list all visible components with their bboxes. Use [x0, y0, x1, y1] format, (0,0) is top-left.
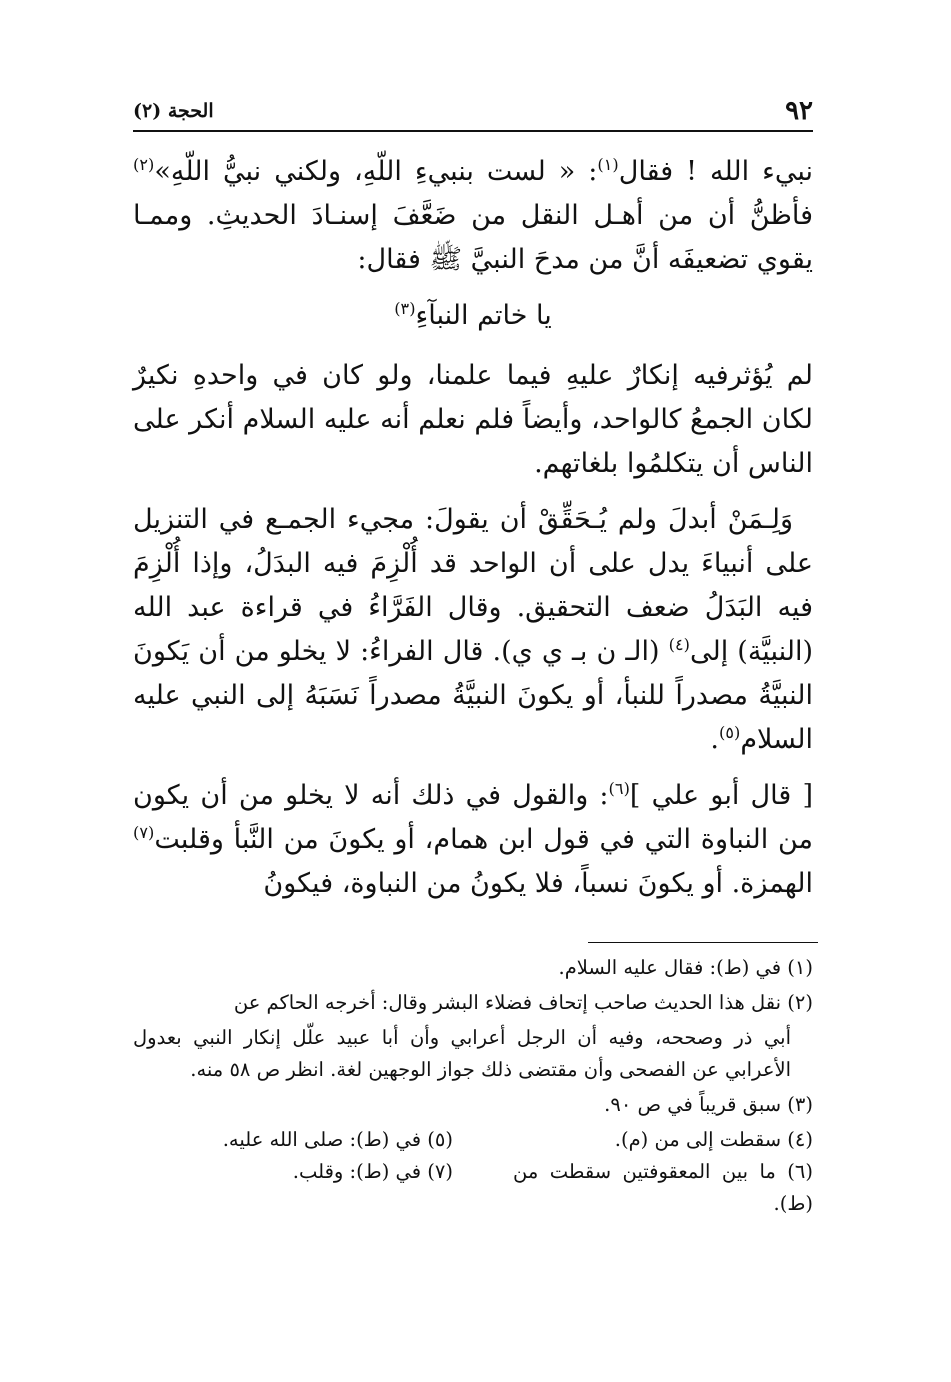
verse-line [133, 294, 813, 338]
footnote-row-4-5 [133, 1124, 813, 1156]
verse-text: يا خاتم النبآءِ [415, 300, 552, 331]
footnote-ref-3: (٣) [394, 299, 416, 318]
footnote-ref-2: (٢) [133, 155, 155, 174]
main-text [133, 150, 813, 918]
paragraph-3-part-a: وَلِـمَنْ أبدلَ ولم يُـحَقِّقْ أن يقولَ: مجيء الجمـع في التنزيل على أنبياءَ يدل على أن الواحد قد أُلْزِمَ فيه البدَلُ، وإذا أُلْزِمَ فيه البَدَلُ ضعف التحقيق. وقال الفَرَّاءُ في قراءة عبد الله (النبيَّة) إلى [133, 504, 814, 667]
running-title: الحجة (٢) [133, 100, 214, 122]
page-header [133, 96, 813, 132]
paragraph-1-part-a: نبيء الله ! فقال [618, 156, 813, 187]
footnotes [133, 952, 813, 1220]
footnote-6: (٦) ما بين المعقوفتين سقطت من (ط). [513, 1160, 813, 1215]
footnote-row-6-7 [133, 1156, 813, 1220]
paragraph-4-part-a: [ قال أبو علي ] [629, 780, 814, 811]
footnote-ref-4: (٤) [668, 635, 690, 654]
paragraph-1-part-c: فأظنُّ أن من أهـل النقل من ضَعَّفَ إسنـادَ الحديثِ. وممـا يقوي تضعيفَه أنَّ من مدحَ النبيَّ ﷺ فقال: [133, 200, 813, 275]
footnote-3: (٣) سبق قريباً في ص ٩٠. [604, 1093, 813, 1116]
paragraph-3-part-b: (الـ ن بـ ي ي). قال الفراءُ: لا يخلو من أن يَكونَ النبيَّةُ مصدراً للنبأ، أو يكونَ النبيَّةُ مصدراً نَسَبَهُ إلى النبي عليه السلام [133, 636, 813, 755]
footnote-divider [588, 942, 818, 943]
paragraph-3-part-c: . [710, 724, 719, 755]
paragraph-3 [133, 498, 813, 762]
footnote-ref-1: (١) [597, 155, 619, 174]
footnote-2-continuation: أبي ذر وصححه، وفيه أن الرجل أعرابي وأن أبا عبيد علّل إنكار النبي بعدول الأعرابي عن الفصحى وأن مقتضى ذلك جواز الوجهين لغة. انظر ص ٥٨ منه. [133, 1026, 791, 1081]
footnote-ref-6: (٦) [608, 779, 630, 798]
footnote-ref-5: (٥) [718, 723, 741, 742]
footnote-5: (٥) في (ط): صلى الله عليه. [222, 1128, 453, 1151]
footnote-ref-7: (٧) [133, 823, 155, 842]
footnote-7: (٧) في (ط): وقلب. [292, 1160, 453, 1183]
footnote-1: (١) في (ط): فقال عليه السلام. [558, 956, 813, 979]
footnote-4: (٤) سقطت إلى من (م). [614, 1128, 813, 1151]
paragraph-1 [133, 150, 813, 282]
page-number: ٩٢ [785, 96, 813, 126]
paragraph-4-part-c: الهمزة. أو يكونَ نسباً، فلا يكونُ من النباوة، فيكونُ [263, 868, 813, 899]
paragraph-2: لم يُؤثرفيه إنكارٌ عليهِ فيما علمنا، ولو كان في واحدهِ نكيرٌ لكان الجمعُ كالواحد، وأيضاً فلم نعلم أنه عليه السلام أنكر على الناس أن يتكلمُوا بلغاتهم. [133, 360, 813, 479]
paragraph-1-part-b: : « لست بنبيءِ اللّهِ، ولكني نبيُّ اللّهِ» [154, 156, 598, 187]
paragraph-4-part-b: : والقول في ذلك أنه لا يخلو من أن يكون من النباوة التي في قول ابن همام، أو يكونَ من النَّبأ وقلبت [133, 780, 813, 855]
paragraph-4 [133, 774, 813, 906]
footnote-2: (٢) نقل هذا الحديث صاحب إتحاف فضلاء البشر وقال: أخرجه الحاكم عن [233, 991, 813, 1014]
